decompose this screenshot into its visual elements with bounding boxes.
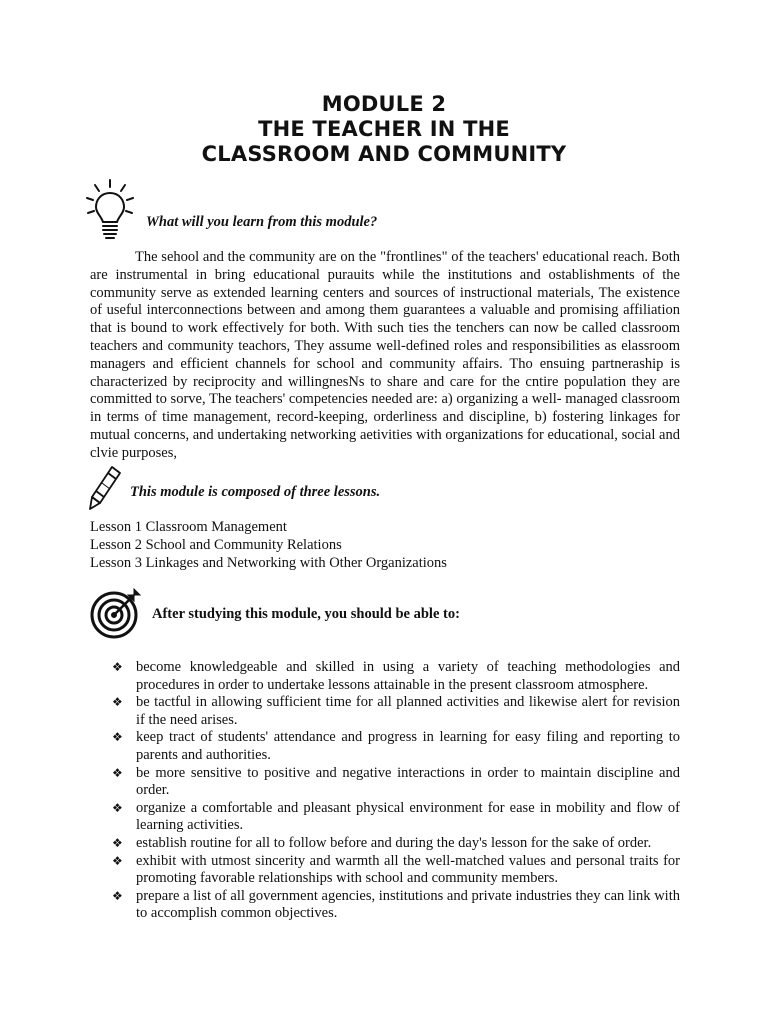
target-icon	[88, 585, 144, 641]
list-item	[112, 659, 680, 694]
objectives-list	[112, 659, 680, 923]
bullet-icon: ❖	[112, 695, 123, 710]
objective-text: be tactful in allowing sufficient time for all planned activities and likewise alert for revision if the need arises.	[136, 694, 680, 728]
intro-paragraph: The sehool and the community are on the "frontlines" of the teachers' educational reach. Both are instrumental in bring educational purauits while the institutions and ostablishments of the community serve as extended learning centers and sources of instructional materials, The existence of useful interconnections between and among them guarantees a valuable and promising affiliation that is bound to work effectively for both. With such ties the tenchers can now be called classroom teachers and community teachors, They assume well-defined roles and responsibilities as elassroom managers and efficient channels for school and community affairs. Tho ensuing partneraship is characterized by reciprocity and willingnesNs to share and care for the cntire population they are committed to sorve, The teachers' competencies needed are: a) organizing a well- managed classroom in terms of time management, record-keeping, orderliness and discipline, b) fostering linkages for mutual concerns, and undertaking networking aetivities with organizations for educational, social and clvie purposes,	[90, 249, 680, 461]
list-item: Lesson 2 School and Community Relations	[90, 537, 342, 554]
objective-text: organize a comfortable and pleasant physical environment for ease in mobility and flow of learning activities.	[136, 799, 680, 834]
bullet-icon: ❖	[112, 853, 123, 868]
module-title	[0, 92, 768, 167]
objectives-heading: After studying this module, you should be able to:	[152, 606, 460, 622]
lessons-list	[90, 518, 690, 573]
list-item: Lesson 1 Classroom Management	[90, 519, 287, 535]
bullet-icon: ❖	[112, 730, 123, 745]
bullet-icon: ❖	[112, 800, 123, 815]
bullet-icon: ❖	[112, 660, 123, 674]
learn-heading: What will you learn from this module?	[146, 214, 378, 230]
objective-text: exhibit with utmost sincerity and warmth all the well-matched values and personal traits for promoting favorable relationships with school and community members.	[136, 852, 680, 887]
list-item	[112, 888, 680, 923]
list-item	[112, 853, 680, 888]
bullet-icon: ❖	[112, 835, 123, 850]
objective-text: become knowledgeable and skilled in using a variety of teaching methodologies and procedures in order to undertake lessons attainable in the present classroom atmosphere.	[136, 659, 680, 693]
module-title-line: THE TEACHER IN THE	[258, 117, 510, 141]
module-title-line: MODULE 2	[321, 92, 447, 116]
objective-text: be more sensitive to positive and negative interactions in order to maintain discipline and order.	[136, 764, 680, 799]
pencil-icon	[86, 463, 126, 511]
objective-text: prepare a list of all government agencies, institutions and private industries they can link with to accomplish common objectives.	[136, 887, 680, 922]
list-item	[112, 729, 680, 764]
bullet-icon: ❖	[112, 765, 123, 780]
bullet-icon: ❖	[112, 888, 123, 903]
objective-text: establish routine for all to follow before and during the day's lesson for the sake of order.	[136, 834, 652, 851]
list-item	[112, 694, 680, 729]
list-item	[112, 835, 680, 853]
module-title-line: CLASSROOM AND COMMUNITY	[201, 142, 567, 166]
objective-text: keep tract of students' attendance and progress in learning for easy filing and reporting to parents and authorities.	[136, 729, 680, 763]
list-item: Lesson 3 Linkages and Networking with Other Organizations	[90, 555, 447, 572]
lightbulb-icon	[84, 178, 136, 242]
list-item	[112, 765, 680, 800]
lessons-heading: This module is composed of three lessons.	[130, 484, 381, 500]
list-item	[112, 800, 680, 835]
